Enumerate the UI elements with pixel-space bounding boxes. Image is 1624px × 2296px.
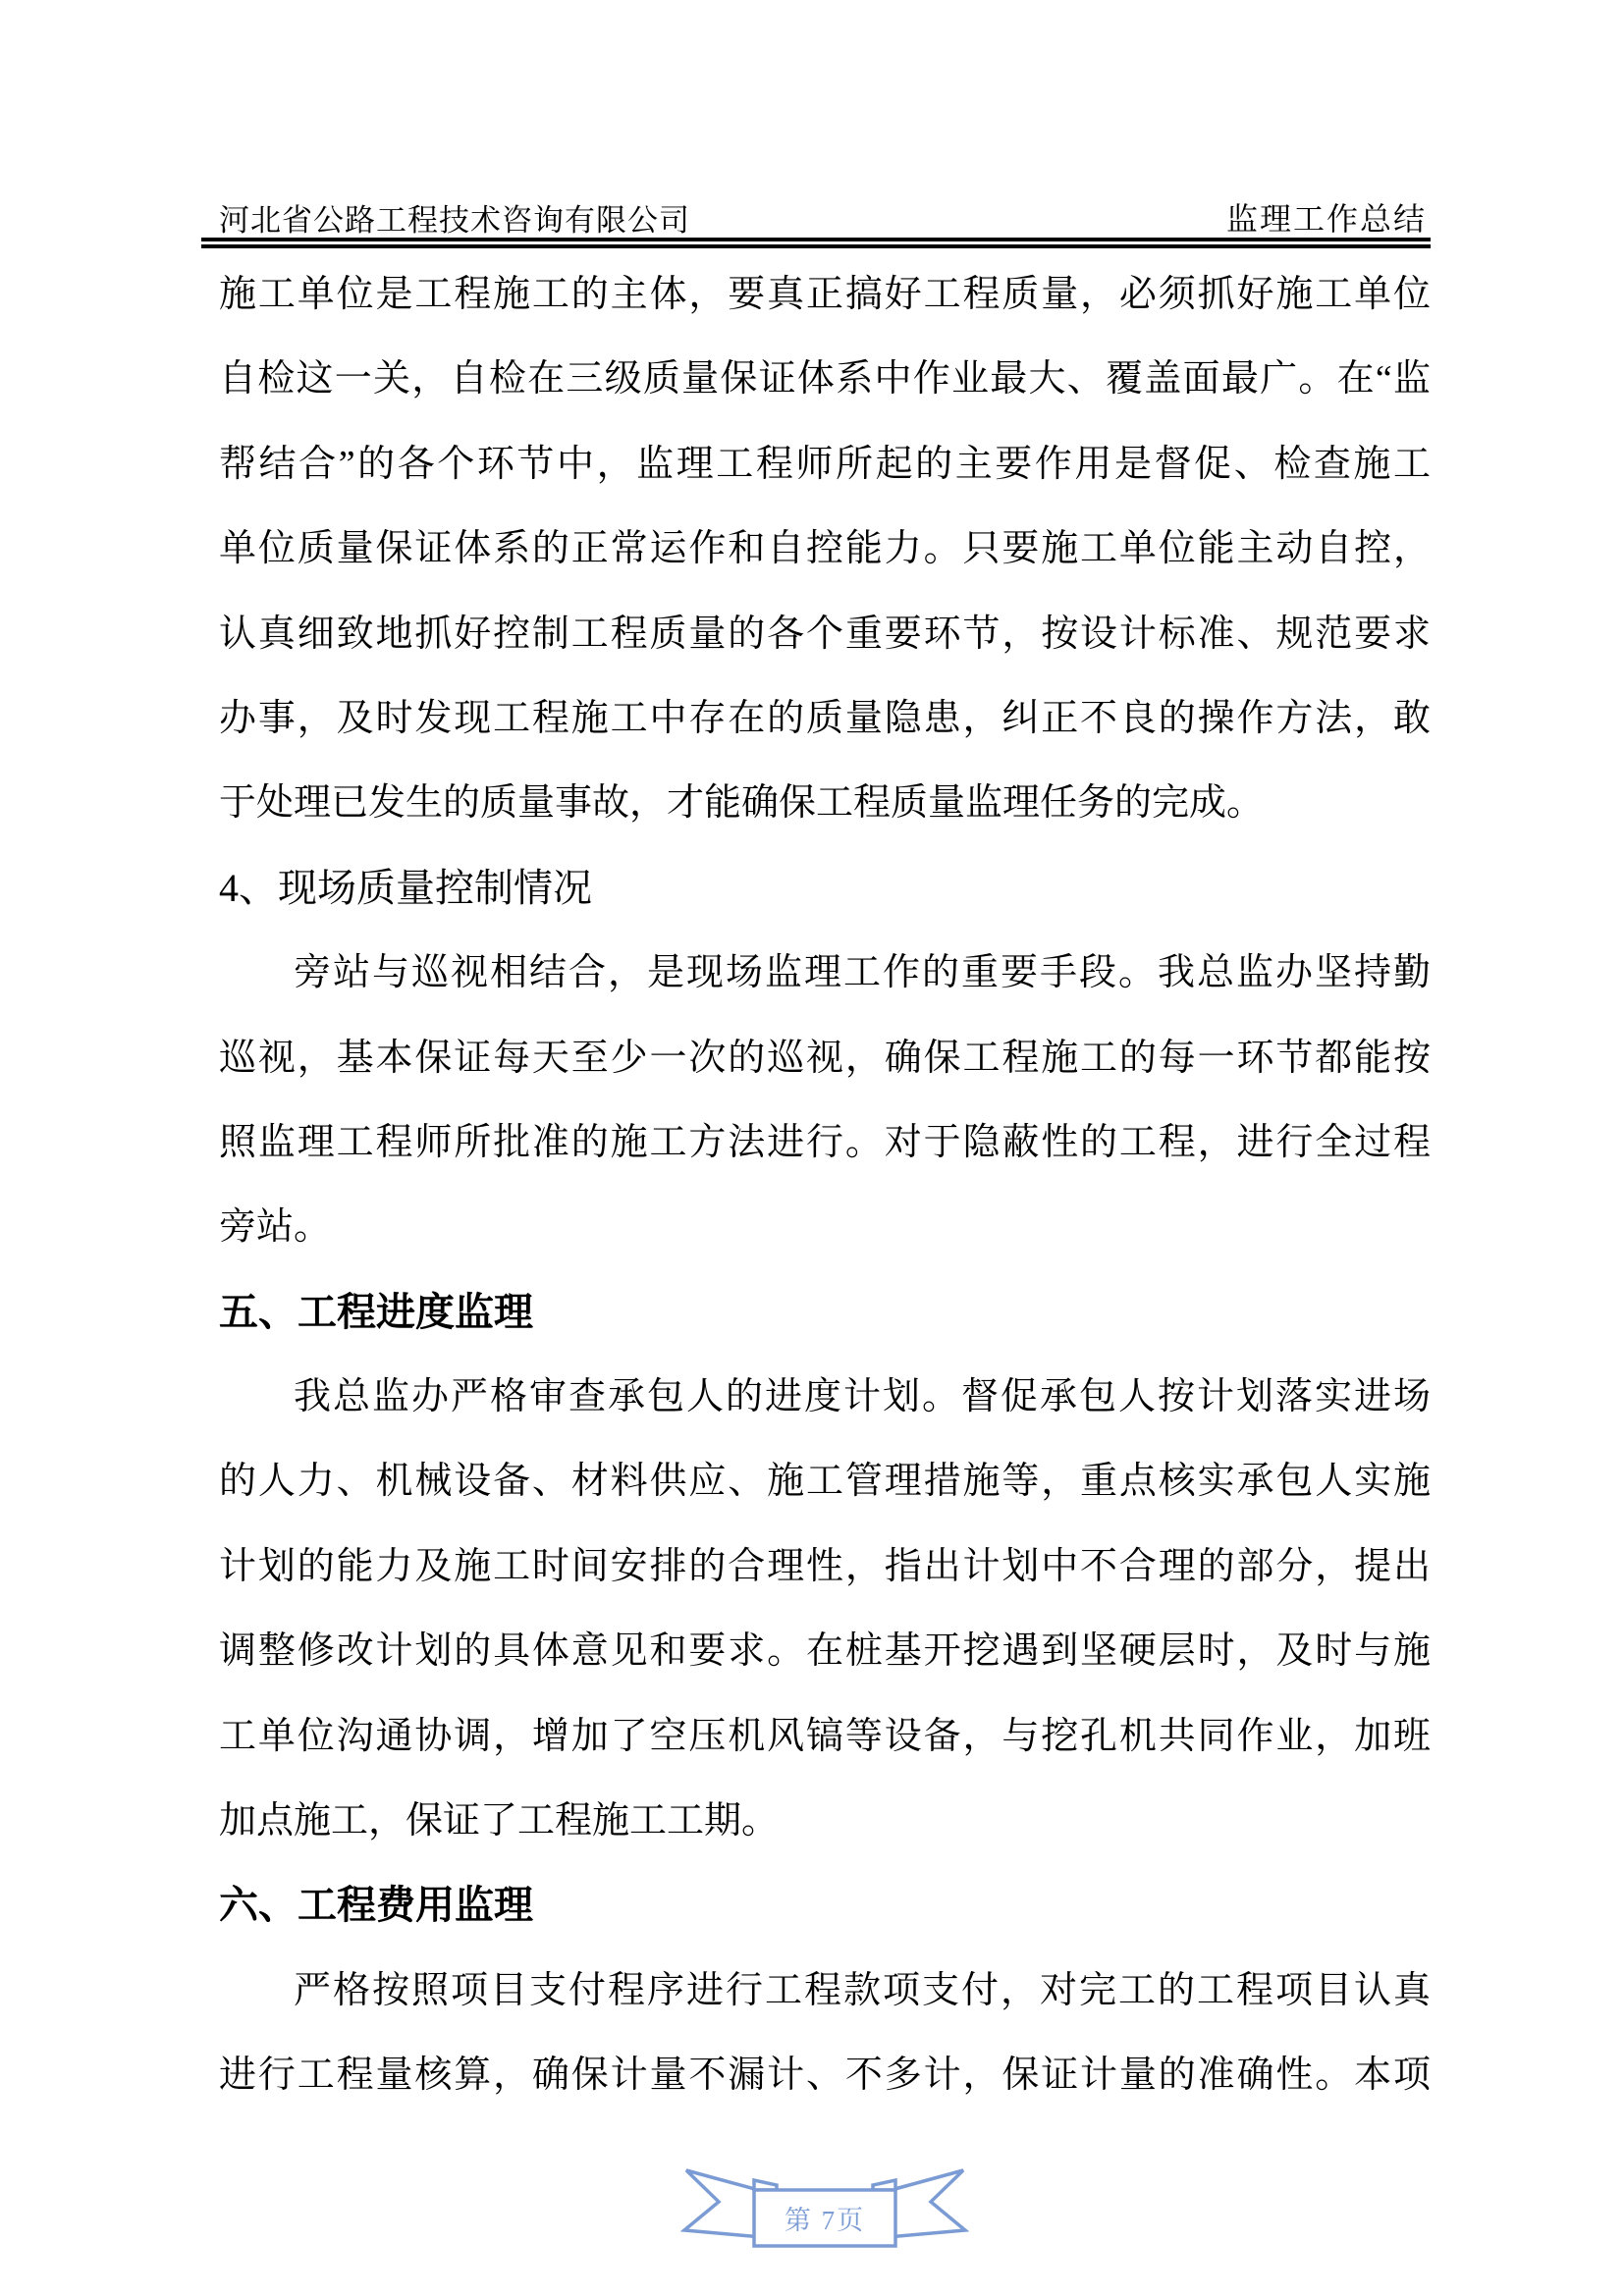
section-heading: 五、工程进度监理 — [219, 1289, 533, 1334]
body-line: 我总监办严格审查承包人的进度计划。督促承包人按计划落实进场 — [294, 1376, 1431, 1418]
body-line: 工单位沟通协调，增加了空压机风镐等设备，与挖孔机共同作业，加班 — [219, 1715, 1431, 1757]
section-heading: 4、现场质量控制情况 — [219, 865, 592, 910]
body-line: 的人力、机械设备、材料供应、施工管理措施等，重点核实承包人实施 — [219, 1461, 1431, 1503]
section-heading: 六、工程费用监理 — [219, 1883, 533, 1928]
body-line: 调整修改计划的具体意见和要求。在桩基开挖遇到坚硬层时，及时与施 — [219, 1630, 1431, 1673]
body-line: 办事，及时发现工程施工中存在的质量隐患，纠正不良的操作方法，敢 — [219, 697, 1431, 739]
body-line: 于处理已发生的质量事故，才能确保工程质量监理任务的完成。 — [219, 782, 1265, 825]
body-line: 照监理工程师所批准的施工方法进行。对于隐蔽性的工程，进行全过程 — [219, 1121, 1431, 1163]
body-line: 进行工程量核算，确保计量不漏计、不多计，保证计量的准确性。本项 — [219, 2055, 1431, 2097]
body-line: 自检这一关，自检在三级质量保证体系中作业最大、覆盖面最广。在“监 — [219, 358, 1431, 400]
body-line: 帮结合”的各个环节中，监理工程师所起的主要作用是督促、检查施工 — [219, 443, 1431, 485]
body-line: 严格按照项目支付程序进行工程款项支付，对完工的工程项目认真 — [294, 1969, 1431, 2011]
ribbon-left-tail — [684, 2170, 762, 2237]
body-line: 计划的能力及施工时间安排的合理性，指出计划中不合理的部分，提出 — [219, 1545, 1431, 1587]
document-body — [219, 252, 1431, 2118]
page-number-label: 第 7页 — [784, 2206, 866, 2235]
header-double-rule — [201, 238, 1431, 248]
page-header — [201, 194, 1431, 240]
body-line: 旁站。 — [219, 1206, 332, 1249]
body-line: 单位质量保证体系的正常运作和自控能力。只要施工单位能主动自控， — [219, 528, 1431, 570]
header-doc-title: 监理工作总结 — [1225, 201, 1427, 237]
body-line: 施工单位是工程施工的主体，要真正搞好工程质量，必须抓好施工单位 — [219, 274, 1431, 315]
body-line: 认真细致地抓好控制工程质量的各个重要环节，按设计标准、规范要求 — [219, 613, 1431, 655]
body-line: 巡视，基本保证每天至少一次的巡视，确保工程施工的每一环节都能按 — [219, 1037, 1431, 1079]
page-number-ribbon — [677, 2167, 972, 2254]
body-line: 旁站与巡视相结合，是现场监理工作的重要手段。我总监办坚持勤 — [294, 952, 1431, 994]
body-line: 加点施工，保证了工程施工工期。 — [219, 1800, 780, 1842]
ribbon-right-tail — [888, 2170, 965, 2237]
header-company-name: 河北省公路工程技术咨询有限公司 — [219, 203, 690, 238]
